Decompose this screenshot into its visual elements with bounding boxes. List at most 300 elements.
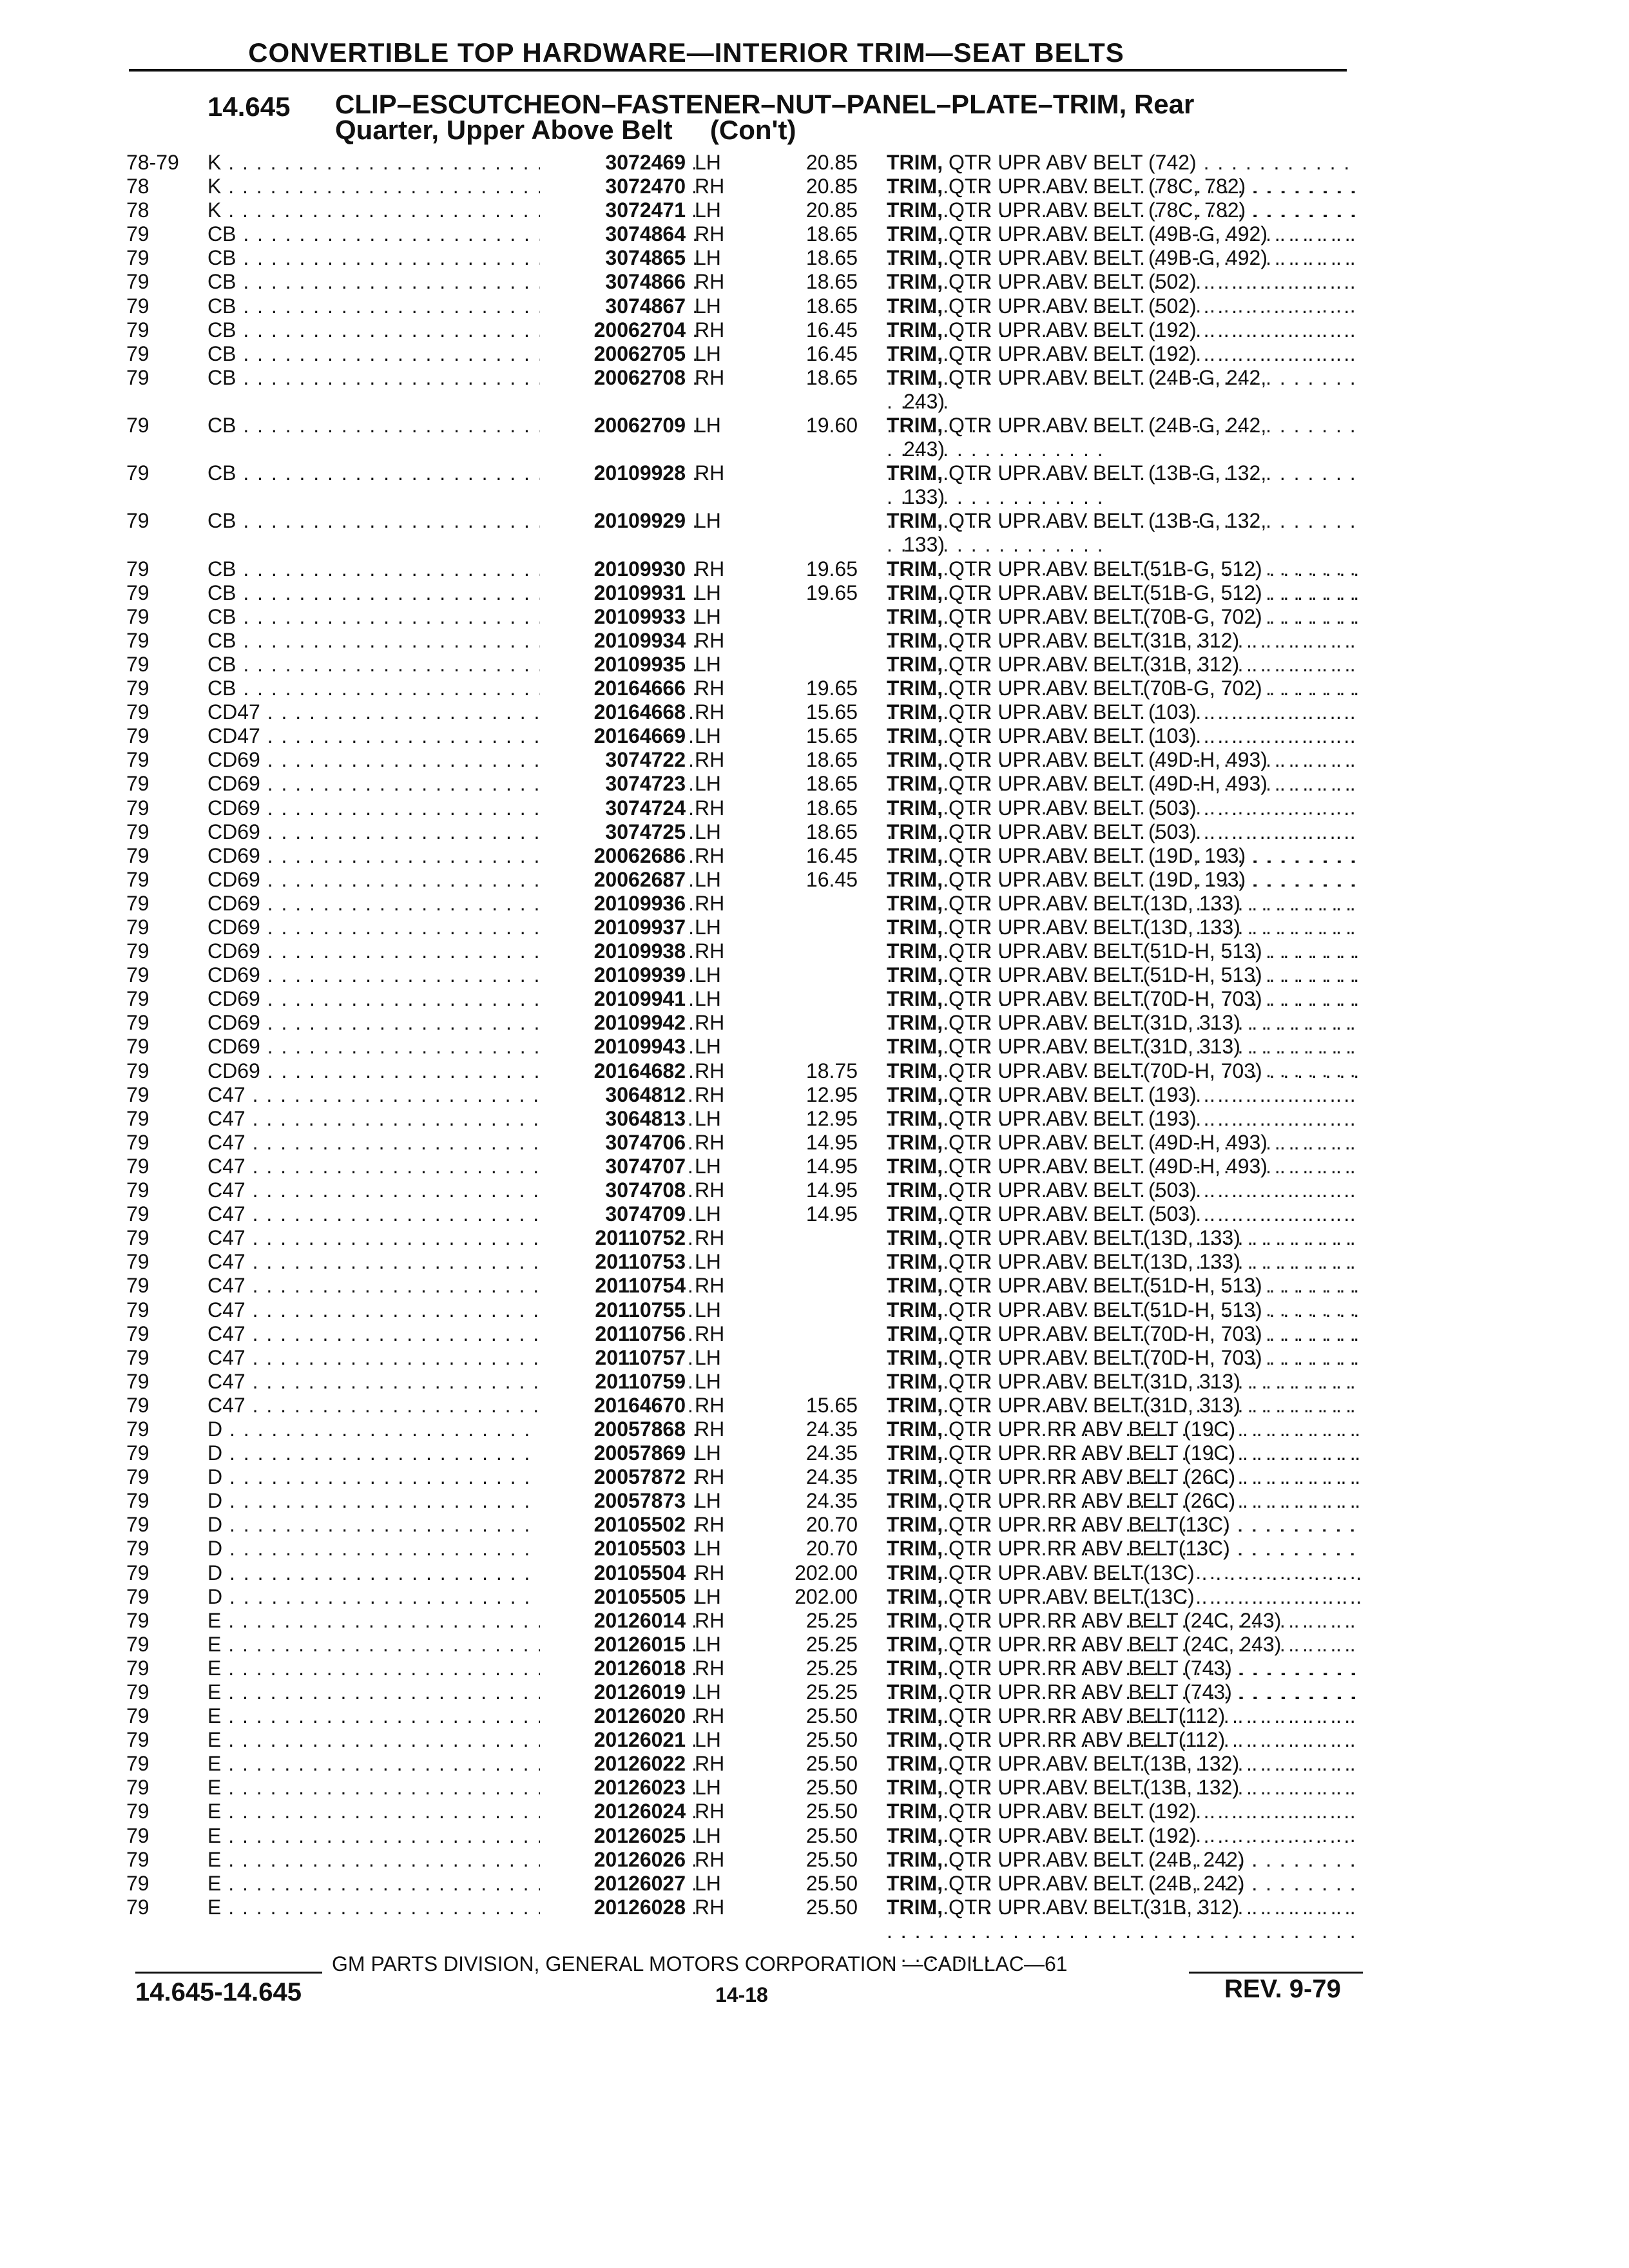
description-label: TRIM, — [887, 796, 943, 820]
description-text: QTR UPR ABV BELT (24B-G, 242, — [948, 365, 1267, 389]
description-text: QTR UPR ABV BELT(31D, 313) — [948, 1393, 1240, 1417]
part-number-cell: 20126026 — [540, 1848, 686, 1872]
year-cell: 79 — [126, 1537, 149, 1561]
year-cell: 79 — [126, 939, 149, 963]
year-cell: 79 — [126, 294, 149, 318]
model-cell: D . . . — [207, 1561, 697, 1585]
price-cell: 19.65 — [805, 677, 858, 700]
part-number-cell: 20057872 — [540, 1465, 686, 1489]
year-cell: 79 — [126, 1513, 149, 1537]
description-label: TRIM, — [887, 1154, 943, 1178]
side-cell: RH — [695, 1178, 725, 1202]
table-row — [126, 820, 1364, 844]
side-cell: RH — [695, 843, 725, 867]
description-text: QTR UPR RR ABV BELT (19C) — [948, 1417, 1236, 1441]
page-title: CONVERTIBLE TOP HARDWARE—INTERIOR TRIM—SEAT BELTS — [248, 37, 1124, 68]
description-text: QTR UPR RR ABV BELT (26C) — [948, 1465, 1236, 1489]
description-label: TRIM, — [887, 1776, 943, 1800]
side-cell: LH — [695, 724, 721, 748]
price-cell: 18.65 — [805, 294, 858, 318]
description-text: QTR UPR RR ABV BELT(112) — [948, 1728, 1226, 1752]
part-number-cell: 20057869 — [540, 1441, 686, 1465]
side-cell: LH — [695, 294, 721, 318]
table-row — [126, 1346, 1364, 1370]
year-cell: 79 — [126, 1489, 149, 1513]
description-text: QTR UPR ABV BELT (49D-H, 493) — [948, 1154, 1268, 1178]
model-cell: CD69 . . . — [207, 963, 697, 987]
description-label: TRIM, — [887, 1106, 943, 1130]
table-row — [126, 1226, 1364, 1250]
description-label: TRIM, — [887, 1441, 943, 1465]
top-rule — [129, 69, 1347, 72]
description-text: QTR UPR ABV BELT (103) — [948, 724, 1197, 748]
part-number-cell: 20126020 — [540, 1704, 686, 1728]
description-text: QTR UPR ABV BELT(13B, 132) — [948, 1776, 1240, 1800]
price-cell: 202.00 — [795, 1561, 858, 1584]
year-cell: 79 — [126, 1226, 149, 1250]
part-number-cell: 20109935 — [540, 653, 686, 677]
side-cell: RH — [695, 628, 725, 652]
year-cell: 79 — [126, 1345, 149, 1369]
price-cell: 18.65 — [805, 222, 858, 246]
side-cell: LH — [695, 1035, 721, 1059]
year-cell: 79 — [126, 1059, 149, 1082]
model-cell: E . . . — [207, 1824, 697, 1848]
price-cell: 14.95 — [805, 1178, 858, 1202]
price-cell: 18.65 — [805, 748, 858, 772]
part-number-cell: 20126018 — [540, 1657, 686, 1680]
part-number-cell: 3074708 — [540, 1178, 686, 1202]
table-row — [126, 509, 1364, 557]
side-cell: RH — [695, 1130, 725, 1154]
part-number-cell: 20105504 — [540, 1561, 686, 1585]
description-text: QTR UPR RR ABV BELT (24C, 243) — [948, 1632, 1282, 1656]
description-text: QTR UPR ABV BELT (502) — [948, 270, 1197, 294]
description-text: QTR UPR ABV BELT (24B, 242) — [948, 1871, 1245, 1895]
year-cell: 79 — [126, 1728, 149, 1752]
part-number-cell: 20110757 — [540, 1346, 686, 1370]
part-number-cell: 3074866 — [540, 270, 686, 294]
year-cell: 79 — [126, 1011, 149, 1035]
side-cell: LH — [695, 652, 721, 676]
description-text: QTR UPR RR ABV BELT(13C) — [948, 1537, 1230, 1561]
year-cell: 79 — [126, 1704, 149, 1728]
model-cell: C47 . . . — [207, 1322, 697, 1346]
description-label: TRIM, — [887, 628, 943, 652]
side-cell: LH — [695, 1441, 721, 1465]
description-label: TRIM, — [887, 916, 943, 939]
side-cell: LH — [695, 820, 721, 843]
description-text: QTR UPR ABV BELT(31B, 312) — [948, 1895, 1240, 1919]
part-number-cell: 20126024 — [540, 1800, 686, 1823]
table-row — [126, 844, 1364, 868]
table-row — [126, 724, 1364, 748]
model-cell: E . . . — [207, 1633, 697, 1657]
price-cell: 20.85 — [805, 151, 858, 174]
part-number-cell: 20110752 — [540, 1226, 686, 1250]
part-number-cell: 3064812 — [540, 1083, 686, 1107]
model-cell: C47 . . . — [207, 1107, 697, 1131]
table-row — [126, 892, 1364, 916]
price-cell: 25.50 — [805, 1704, 858, 1728]
side-cell: LH — [695, 1489, 721, 1513]
year-cell: 79 — [126, 222, 149, 246]
table-row — [126, 1250, 1364, 1274]
price-cell: 15.65 — [805, 700, 858, 724]
table-row — [126, 1704, 1364, 1728]
footer-section-range: 14.645-14.645 — [135, 1978, 302, 2006]
year-cell: 78-79 — [126, 151, 179, 174]
model-cell: CD69 . . . — [207, 796, 697, 820]
year-cell: 79 — [126, 1608, 149, 1632]
year-cell: 79 — [126, 652, 149, 676]
model-cell: CB . . . — [207, 294, 697, 318]
part-number-cell: 3074867 — [540, 294, 686, 318]
part-number-cell: 20109941 — [540, 987, 686, 1011]
year-cell: 79 — [126, 604, 149, 628]
part-number-cell: 3074706 — [540, 1131, 686, 1155]
description-text: QTR UPR RR ABV BELT (19C) — [948, 1441, 1236, 1465]
description-text: QTR UPR ABV BELT(51B-G, 512) — [948, 557, 1262, 581]
table-row — [126, 605, 1364, 629]
table-row — [126, 1059, 1364, 1083]
price-cell: 25.50 — [805, 1752, 858, 1776]
description-label: TRIM, — [887, 1584, 943, 1608]
model-cell: D . . . — [207, 1537, 697, 1561]
price-cell: 14.95 — [805, 1202, 858, 1226]
side-cell: RH — [695, 222, 725, 246]
section-number: 14.645 — [207, 91, 291, 122]
part-number-cell: 20164668 — [540, 700, 686, 724]
year-cell: 79 — [126, 1823, 149, 1847]
year-cell: 79 — [126, 1298, 149, 1321]
description-text: QTR UPR ABV BELT (78C, 782) — [948, 175, 1246, 198]
part-number-cell: 3074707 — [540, 1155, 686, 1178]
section-title — [335, 91, 1194, 143]
table-row — [126, 414, 1364, 461]
side-cell: LH — [695, 916, 721, 939]
model-cell: CB . . . — [207, 342, 697, 366]
description-label: TRIM, — [887, 677, 943, 700]
year-cell: 79 — [126, 270, 149, 294]
side-cell: LH — [695, 246, 721, 270]
description-text: QTR UPR ABV BELT(13C) — [948, 1584, 1195, 1608]
model-cell: CD69 . . . — [207, 868, 697, 892]
model-cell: C47 . . . — [207, 1274, 697, 1298]
description-text: QTR UPR ABV BELT(31B, 312) — [948, 652, 1240, 676]
description-text: QTR UPR ABV BELT (502) — [948, 294, 1197, 318]
description-label: TRIM, — [887, 151, 943, 174]
description-text: QTR UPR ABV BELT (192) — [948, 1823, 1197, 1847]
description-label: TRIM, — [887, 1035, 943, 1059]
model-cell: C47 . . . — [207, 1250, 697, 1274]
description-continuation: 243) — [903, 389, 945, 413]
side-cell: LH — [695, 1106, 721, 1130]
side-cell: RH — [695, 1752, 725, 1776]
model-cell: CD69 . . . — [207, 939, 697, 963]
price-cell: 18.65 — [805, 246, 858, 270]
model-cell: CB . . . — [207, 246, 697, 270]
model-cell: E . . . — [207, 1609, 697, 1633]
description-label: TRIM, — [887, 1632, 943, 1656]
description-text: QTR UPR ABV BELT (49D-H, 493) — [948, 748, 1268, 772]
year-cell: 79 — [126, 1393, 149, 1417]
table-row — [126, 1585, 1364, 1609]
side-cell: LH — [695, 1632, 721, 1656]
side-cell: LH — [695, 1680, 721, 1704]
side-cell: LH — [695, 604, 721, 628]
description-text: QTR UPR ABV BELT(51B-G, 512) — [948, 581, 1262, 604]
table-row — [126, 1083, 1364, 1107]
description-text: QTR UPR ABV BELT (192) — [948, 1800, 1197, 1823]
description-label: TRIM, — [887, 867, 943, 891]
description-continuation: 133) — [903, 485, 945, 509]
description-label: TRIM, — [887, 1202, 943, 1226]
price-cell: 25.50 — [805, 1871, 858, 1895]
part-number-cell: 20105505 — [540, 1585, 686, 1609]
part-number-cell: 3072469 — [540, 151, 686, 175]
price-cell: 16.45 — [805, 843, 858, 867]
description-text: QTR UPR ABV BELT (19D, 193) — [948, 843, 1246, 867]
year-cell: 79 — [126, 1369, 149, 1393]
description-text: QTR UPR ABV BELT(31D, 313) — [948, 1369, 1240, 1393]
part-number-cell: 20062709 — [540, 414, 686, 437]
description-text: QTR UPR ABV BELT(31B, 312) — [948, 628, 1240, 652]
description-text: QTR UPR RR ABV BELT (26C) — [948, 1489, 1236, 1513]
part-number-cell: 20109938 — [540, 939, 686, 963]
description-text: QTR UPR ABV BELT (193) — [948, 1106, 1197, 1130]
year-cell: 79 — [126, 1178, 149, 1202]
table-row — [126, 1011, 1364, 1035]
description-label: TRIM, — [887, 1130, 943, 1154]
part-number-cell: 20109931 — [540, 581, 686, 605]
description-label: TRIM, — [887, 414, 943, 437]
year-cell: 79 — [126, 748, 149, 772]
part-number-cell: 20109939 — [540, 963, 686, 987]
description-label: TRIM, — [887, 318, 943, 341]
year-cell: 79 — [126, 1106, 149, 1130]
year-cell: 79 — [126, 1202, 149, 1226]
description-text: QTR UPR ABV BELT (192) — [948, 341, 1197, 365]
description-text: QTR UPR ABV BELT(70B-G, 702) — [948, 677, 1262, 700]
part-number-cell: 20110754 — [540, 1274, 686, 1298]
price-cell: 24.35 — [805, 1417, 858, 1441]
table-row — [126, 1322, 1364, 1346]
description-label: TRIM, — [887, 1823, 943, 1847]
table-row — [126, 1035, 1364, 1059]
description-text: QTR UPR ABV BELT(13D, 133) — [948, 1250, 1240, 1274]
description-text: QTR UPR ABV BELT(13D, 133) — [948, 891, 1240, 915]
table-row — [126, 270, 1364, 294]
table-row — [126, 1609, 1364, 1633]
description-label: TRIM, — [887, 724, 943, 748]
table-row — [126, 1848, 1364, 1872]
model-cell: C47 . . . — [207, 1370, 697, 1394]
side-cell: RH — [695, 1608, 725, 1632]
part-number-cell: 20110755 — [540, 1298, 686, 1322]
year-cell: 79 — [126, 843, 149, 867]
model-cell: CD69 . . . — [207, 1011, 697, 1035]
part-number-cell: 20164666 — [540, 677, 686, 700]
side-cell: LH — [695, 1871, 721, 1895]
model-cell: CD69 . . . — [207, 987, 697, 1011]
price-cell: 14.95 — [805, 1130, 858, 1154]
price-cell: 15.65 — [805, 1393, 858, 1417]
year-cell: 79 — [126, 1154, 149, 1178]
table-row — [126, 1298, 1364, 1322]
model-cell: CB . . . — [207, 318, 697, 342]
model-cell: CD47 . . . — [207, 700, 697, 724]
table-row — [126, 1370, 1364, 1394]
table-row — [126, 653, 1364, 677]
description-label: TRIM, — [887, 198, 943, 222]
table-row — [126, 222, 1364, 246]
description-label: TRIM, — [887, 1752, 943, 1776]
description-continuation: 243) — [903, 437, 945, 461]
price-cell: 19.65 — [805, 581, 858, 604]
table-row — [126, 916, 1364, 939]
table-row — [126, 1896, 1364, 1919]
year-cell: 79 — [126, 461, 149, 485]
side-cell: RH — [695, 1082, 725, 1106]
model-cell: CD69 . . . — [207, 748, 697, 772]
part-number-cell: 20109937 — [540, 916, 686, 939]
side-cell: LH — [695, 1298, 721, 1321]
table-row — [126, 1776, 1364, 1800]
model-cell: C47 . . . — [207, 1083, 697, 1107]
table-row — [126, 294, 1364, 318]
description-text: QTR UPR ABV BELT (49B-G, 492) — [948, 222, 1268, 246]
year-cell: 79 — [126, 1847, 149, 1871]
model-cell: E . . . — [207, 1657, 697, 1680]
description-text: QTR UPR ABV BELT(70B-G, 702) — [948, 604, 1262, 628]
model-cell: CB . . . — [207, 557, 697, 581]
description-label: TRIM, — [887, 1321, 943, 1345]
table-row — [126, 342, 1364, 366]
price-cell: 12.95 — [805, 1082, 858, 1106]
model-cell: E . . . — [207, 1800, 697, 1823]
description-text: QTR UPR ABV BELT (49B-G, 492) — [948, 246, 1268, 270]
year-cell: 79 — [126, 1584, 149, 1608]
section-title-line1: CLIP–ESCUTCHEON–FASTENER–NUT–PANEL–PLATE–TRIM, Rear — [335, 89, 1195, 119]
price-cell: 25.25 — [805, 1632, 858, 1656]
description-label: TRIM, — [887, 700, 943, 724]
model-cell: D . . . — [207, 1513, 697, 1537]
model-cell: E . . . — [207, 1896, 697, 1919]
price-cell: 25.50 — [805, 1823, 858, 1847]
model-cell: CD69 . . . — [207, 1035, 697, 1059]
description-label: TRIM, — [887, 509, 943, 533]
table-row — [126, 581, 1364, 605]
description-label: TRIM, — [887, 1728, 943, 1752]
model-cell: C47 . . . — [207, 1155, 697, 1178]
table-row — [126, 1107, 1364, 1131]
table-row — [126, 461, 1364, 509]
table-row — [126, 1752, 1364, 1776]
table-row — [126, 151, 1364, 175]
side-cell: LH — [695, 1823, 721, 1847]
part-number-cell: 3074724 — [540, 796, 686, 820]
description-text: QTR UPR ABV BELT (192) — [948, 318, 1197, 341]
year-cell: 79 — [126, 1465, 149, 1489]
model-cell: CD69 . . . — [207, 1059, 697, 1083]
table-row — [126, 629, 1364, 653]
side-cell: LH — [695, 198, 721, 222]
model-cell: CB . . . — [207, 414, 697, 437]
description-label: TRIM, — [887, 1465, 943, 1489]
year-cell: 79 — [126, 1130, 149, 1154]
table-row — [126, 1800, 1364, 1823]
table-row — [126, 366, 1364, 414]
year-cell: 79 — [126, 1250, 149, 1274]
table-row — [126, 748, 1364, 772]
description-label: TRIM, — [887, 294, 943, 318]
model-cell: E . . . — [207, 1848, 697, 1872]
part-number-cell: 3074723 — [540, 772, 686, 796]
description-text: QTR UPR ABV BELT(13D, 133) — [948, 1226, 1240, 1250]
model-cell: CB . . . — [207, 509, 697, 533]
part-number-cell: 20062708 — [540, 366, 686, 390]
footer-publisher: GM PARTS DIVISION, GENERAL MOTORS CORPORATION —CADILLAC—61 — [332, 1952, 1068, 1975]
model-cell: E . . . — [207, 1776, 697, 1800]
part-number-cell: 20126022 — [540, 1752, 686, 1776]
table-row — [126, 1872, 1364, 1896]
side-cell: RH — [695, 1417, 725, 1441]
model-cell: CB . . . — [207, 461, 697, 485]
description-label: TRIM, — [887, 1250, 943, 1274]
table-row — [126, 1680, 1364, 1704]
price-cell: 25.50 — [805, 1728, 858, 1752]
description-label: TRIM, — [887, 1011, 943, 1035]
price-cell: 25.50 — [805, 1776, 858, 1800]
description-text: QTR UPR RR ABV BELT (24C, 243) — [948, 1608, 1282, 1632]
table-row — [126, 963, 1364, 987]
part-number-cell: 20109942 — [540, 1011, 686, 1035]
year-cell: 79 — [126, 1082, 149, 1106]
year-cell: 79 — [126, 1417, 149, 1441]
side-cell: RH — [695, 557, 725, 581]
side-cell: LH — [695, 1369, 721, 1393]
table-row — [126, 1824, 1364, 1848]
description-label: TRIM, — [887, 1178, 943, 1202]
side-cell: LH — [695, 151, 721, 174]
year-cell: 79 — [126, 772, 149, 796]
price-cell: 25.50 — [805, 1800, 858, 1823]
side-cell: RH — [695, 1895, 725, 1919]
model-cell: D . . . — [207, 1465, 697, 1489]
description-text: QTR UPR ABV BELT(31D, 313) — [948, 1035, 1240, 1059]
side-cell: LH — [695, 1202, 721, 1226]
year-cell: 79 — [126, 1035, 149, 1059]
description-text: QTR UPR ABV BELT (49D-H, 493) — [948, 1130, 1268, 1154]
model-cell: E . . . — [207, 1752, 697, 1776]
year-cell: 79 — [126, 581, 149, 604]
price-cell: 16.45 — [805, 341, 858, 365]
model-cell: CB . . . — [207, 581, 697, 605]
year-cell: 79 — [126, 1776, 149, 1800]
part-number-cell: 20109928 — [540, 461, 686, 485]
model-cell: E . . . — [207, 1872, 697, 1896]
description-label: TRIM, — [887, 1537, 943, 1561]
description-label: TRIM, — [887, 1274, 943, 1298]
description-label: TRIM, — [887, 1871, 943, 1895]
side-cell: RH — [695, 1011, 725, 1035]
side-cell: RH — [695, 365, 725, 389]
price-cell: 18.65 — [805, 796, 858, 820]
table-row — [126, 987, 1364, 1011]
description-label: TRIM, — [887, 1345, 943, 1369]
year-cell: 79 — [126, 1561, 149, 1584]
